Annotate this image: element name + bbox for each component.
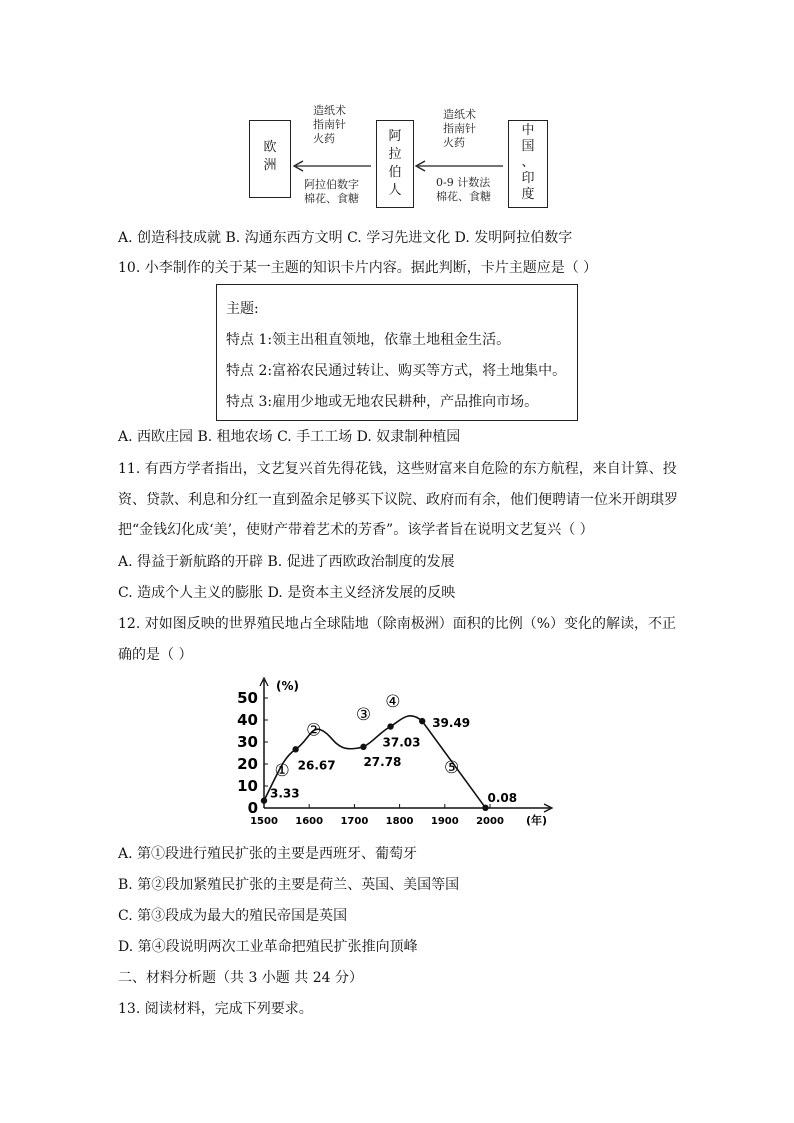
segment-marker: ① <box>274 761 290 782</box>
right-top-3: 火药 <box>443 136 465 149</box>
data-point <box>419 718 425 724</box>
segment-marker: ③ <box>355 705 372 725</box>
y-tick-label: 30 <box>237 733 258 751</box>
x-tick-label: 1900 <box>430 816 459 827</box>
china-india-label-2: 国 <box>521 139 535 154</box>
q13-stem: 13. 阅读材料，完成下列要求。 <box>118 1001 313 1017</box>
q11-options-cd: C. 造成个人主义的膨胀 D. 是资本主义经济发展的反映 <box>118 585 456 601</box>
q11-stem-line-3: 把“金钱幻化成‘美’，使财产带着艺术的芳香”。该学者旨在说明文艺复兴（ ） <box>118 522 594 538</box>
q12-stem-line-1: 12. 对如图反映的世界殖民地占全球陆地（除南极洲）面积的比例（%）变化的解读，不正 <box>118 616 677 632</box>
china-india-label-3: 、 <box>521 155 535 170</box>
left-top-labels <box>313 104 346 146</box>
q12-option-d: D. 第④段说明两次工业革命把殖民扩张推向顶峰 <box>118 939 418 955</box>
right-top-2: 指南针 <box>443 122 476 135</box>
china-india-label-1: 中 <box>521 123 535 138</box>
y-tick-label: 20 <box>237 755 258 773</box>
europe-label-1: 欧 <box>263 140 277 155</box>
segment-marker: ② <box>306 720 322 741</box>
data-label: 37.03 <box>382 735 421 750</box>
left-bottom-1: 阿拉伯数字 <box>304 178 359 191</box>
x-tick-label: 1500 <box>250 816 278 827</box>
q11-stem-line-2: 资、贷款、利息和分红一直到盈余足够买下议院、政府而有余，他们便聘请一位米开朗琪罗 <box>118 492 678 508</box>
arab-label-1: 阿 <box>388 129 402 144</box>
right-top-labels <box>443 108 476 150</box>
left-top-1: 造纸术 <box>313 104 346 117</box>
data-label: 39.49 <box>432 716 471 731</box>
data-point <box>387 723 393 729</box>
left-top-2: 指南针 <box>313 118 346 131</box>
data-point <box>261 797 267 803</box>
q12-stem-line-2: 确的是（ ） <box>118 647 193 663</box>
arab-label-2: 拉 <box>388 147 402 162</box>
q12-option-a: A. 第①段进行殖民扩张的主要是西班牙、葡萄牙 <box>118 846 418 862</box>
y-tick-label: 10 <box>237 777 258 795</box>
colony-area-chart <box>230 672 560 832</box>
right-bottom-1: 0-9 计数法 <box>436 176 491 189</box>
section-2-heading: 二、材料分析题（共 3 小题 共 24 分） <box>118 970 363 986</box>
data-label: 0.08 <box>487 790 518 805</box>
left-bottom-labels <box>304 178 359 206</box>
y-tick-label: 50 <box>237 689 258 707</box>
q12-option-b: B. 第②段加紧殖民扩张的主要是荷兰、英国、美国等国 <box>118 877 460 893</box>
q9-options: A. 创造科技成就 B. 沟通东西方文明 C. 学习先进文化 D. 发明阿拉伯数字 <box>118 230 573 246</box>
q11-stem-line-1: 11. 有西方学者指出，文艺复兴首先得花钱，这些财富来自危险的东方航程，来自计算、投 <box>118 461 677 477</box>
left-bottom-2: 棉花、食糖 <box>304 192 359 205</box>
card-feature-3: 特点 3:雇用少地或无地农民耕种，产品推向市场。 <box>226 394 539 410</box>
x-tick-label: 2000 <box>476 816 504 827</box>
q11-options-ab: A. 得益于新航路的开辟 B. 促进了西欧政治制度的发展 <box>118 554 455 570</box>
y-tick-label: 0 <box>247 799 258 817</box>
card-feature-2: 特点 2:富裕农民通过转让、购买等方式，将土地集中。 <box>226 363 567 379</box>
diagram-arrows <box>0 0 794 220</box>
data-point <box>482 805 488 811</box>
x-tick-label: 1800 <box>385 816 414 827</box>
data-point <box>292 746 298 752</box>
card-feature-1: 特点 1:领主出租直领地，依靠土地租金生活。 <box>226 332 511 348</box>
arab-label-3: 伯 <box>388 165 402 180</box>
data-label: 26.67 <box>297 758 336 773</box>
segment-marker: ⑤ <box>443 757 460 778</box>
left-top-3: 火药 <box>313 132 335 145</box>
q10-options: A. 西欧庄园 B. 租地农场 C. 手工工场 D. 奴隶制种植园 <box>118 429 461 445</box>
x-axis-label: (年) <box>526 814 548 827</box>
y-tick-label: 40 <box>237 711 258 729</box>
segment-marker: ④ <box>385 691 401 712</box>
right-bottom-labels <box>436 176 491 204</box>
x-tick-label: 1600 <box>295 816 324 827</box>
data-point <box>360 744 366 750</box>
right-bottom-2: 棉花、食糖 <box>436 190 491 203</box>
china-india-label-5: 度 <box>521 187 535 202</box>
q12-option-c: C. 第③段成为最大的殖民帝国是英国 <box>118 908 348 924</box>
europe-label-2: 洲 <box>263 158 277 173</box>
arab-label-4: 人 <box>388 183 402 198</box>
card-title: 主题: <box>226 301 259 317</box>
y-axis-label: (%) <box>276 679 299 693</box>
q10-stem: 10. 小李制作的关于某一主题的知识卡片内容。据此判断，卡片主题应是（ ） <box>118 260 598 276</box>
data-label: 3.33 <box>270 786 300 801</box>
right-top-1: 造纸术 <box>443 108 476 121</box>
data-label: 27.78 <box>363 754 402 769</box>
china-india-label-4: 印 <box>521 171 535 186</box>
x-tick-label: 1700 <box>340 816 369 827</box>
